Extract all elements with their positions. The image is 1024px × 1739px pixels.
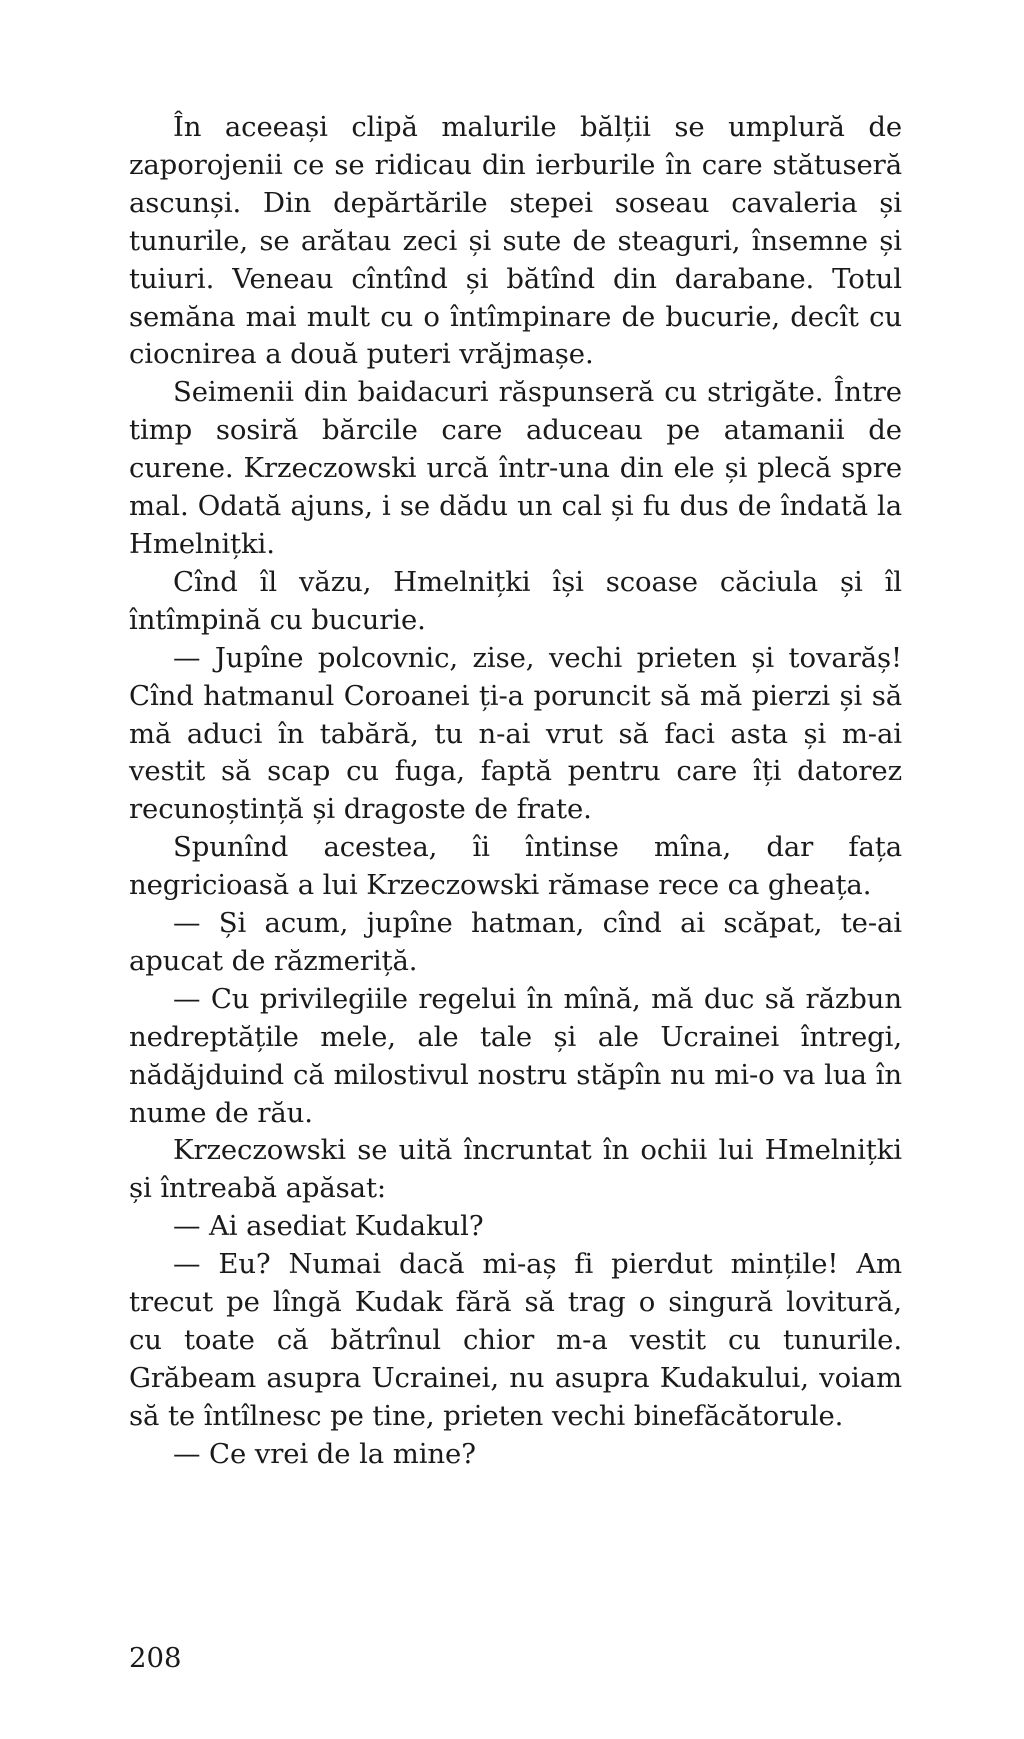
paragraph-8: Krzeczowski se uită încruntat în ochii lui Hmelnițki și întreabă apăsat:	[129, 1134, 902, 1205]
paragraph-1: În aceeași clipă malurile bălții se umplură de zaporojenii ce se ridicau din ierburile în care stătuseră ascunși. Din depărtările stepei soseau cavaleria și tunurile, se arătau zeci și sute de steaguri, însemne și tuiuri. Veneau cîntînd și bătînd din darabane. Totul semăna mai mult cu o întîmpinare de bucurie, decît cu ciocnirea a două puteri vrăjmașe.	[129, 111, 902, 371]
paragraph-7: — Cu privilegiile regelui în mînă, mă duc să răzbun nedreptățile mele, ale tale și ale Ucrainei întregi, nădăjduind că milostivul nostru stăpîn nu mi-o va lua în nume de rău.	[129, 982, 902, 1129]
page-number: 208	[129, 1642, 182, 1674]
paragraph-4: — Jupîne polcovnic, zise, vechi prieten și tovarăș! Cînd hatmanul Coroanei ți-a poruncit să mă pierzi și să mă aduci în tabără, tu n-ai vrut să faci asta și m-ai vestit să scap cu fuga, faptă pentru care îți datorez recunoștință și dragoste de frate.	[129, 641, 902, 826]
paragraph-2: Seimenii din baidacuri răspunseră cu strigăte. Între timp sosiră bărcile care aduceau pe atamanii de curene. Krzeczowski urcă într-una din ele și plecă spre mal. Odată ajuns, i se dădu un cal și fu dus de îndată la Hmelnițki.	[129, 376, 902, 560]
paragraph-5: Spunînd acestea, îi întinse mîna, dar fața negricioasă a lui Krzeczowski rămase rece ca gheața.	[129, 831, 902, 902]
paragraph-10: — Eu? Numai dacă mi-aș fi pierdut mințile! Am trecut pe lîngă Kudak fără să trag o singură lovitură, cu toate că bătrînul chior m-a vestit cu tunurile. Grăbeam asupra Ucrainei, nu asupra Kudakului, voiam să te întîlnesc pe tine, prieten vechi binefăcătorule.	[129, 1248, 902, 1432]
paragraph-9: — Ai asediat Kudakul?	[173, 1210, 484, 1243]
body-text	[129, 109, 902, 1474]
paragraph-3: Cînd îl văzu, Hmelnițki își scoase căciula și îl întîmpină cu bucurie.	[129, 565, 902, 636]
paragraph-6: — Și acum, jupîne hatman, cînd ai scăpat, te-ai apucat de răzmeriță.	[129, 907, 902, 977]
paragraph-11: — Ce vrei de la mine?	[173, 1437, 476, 1470]
